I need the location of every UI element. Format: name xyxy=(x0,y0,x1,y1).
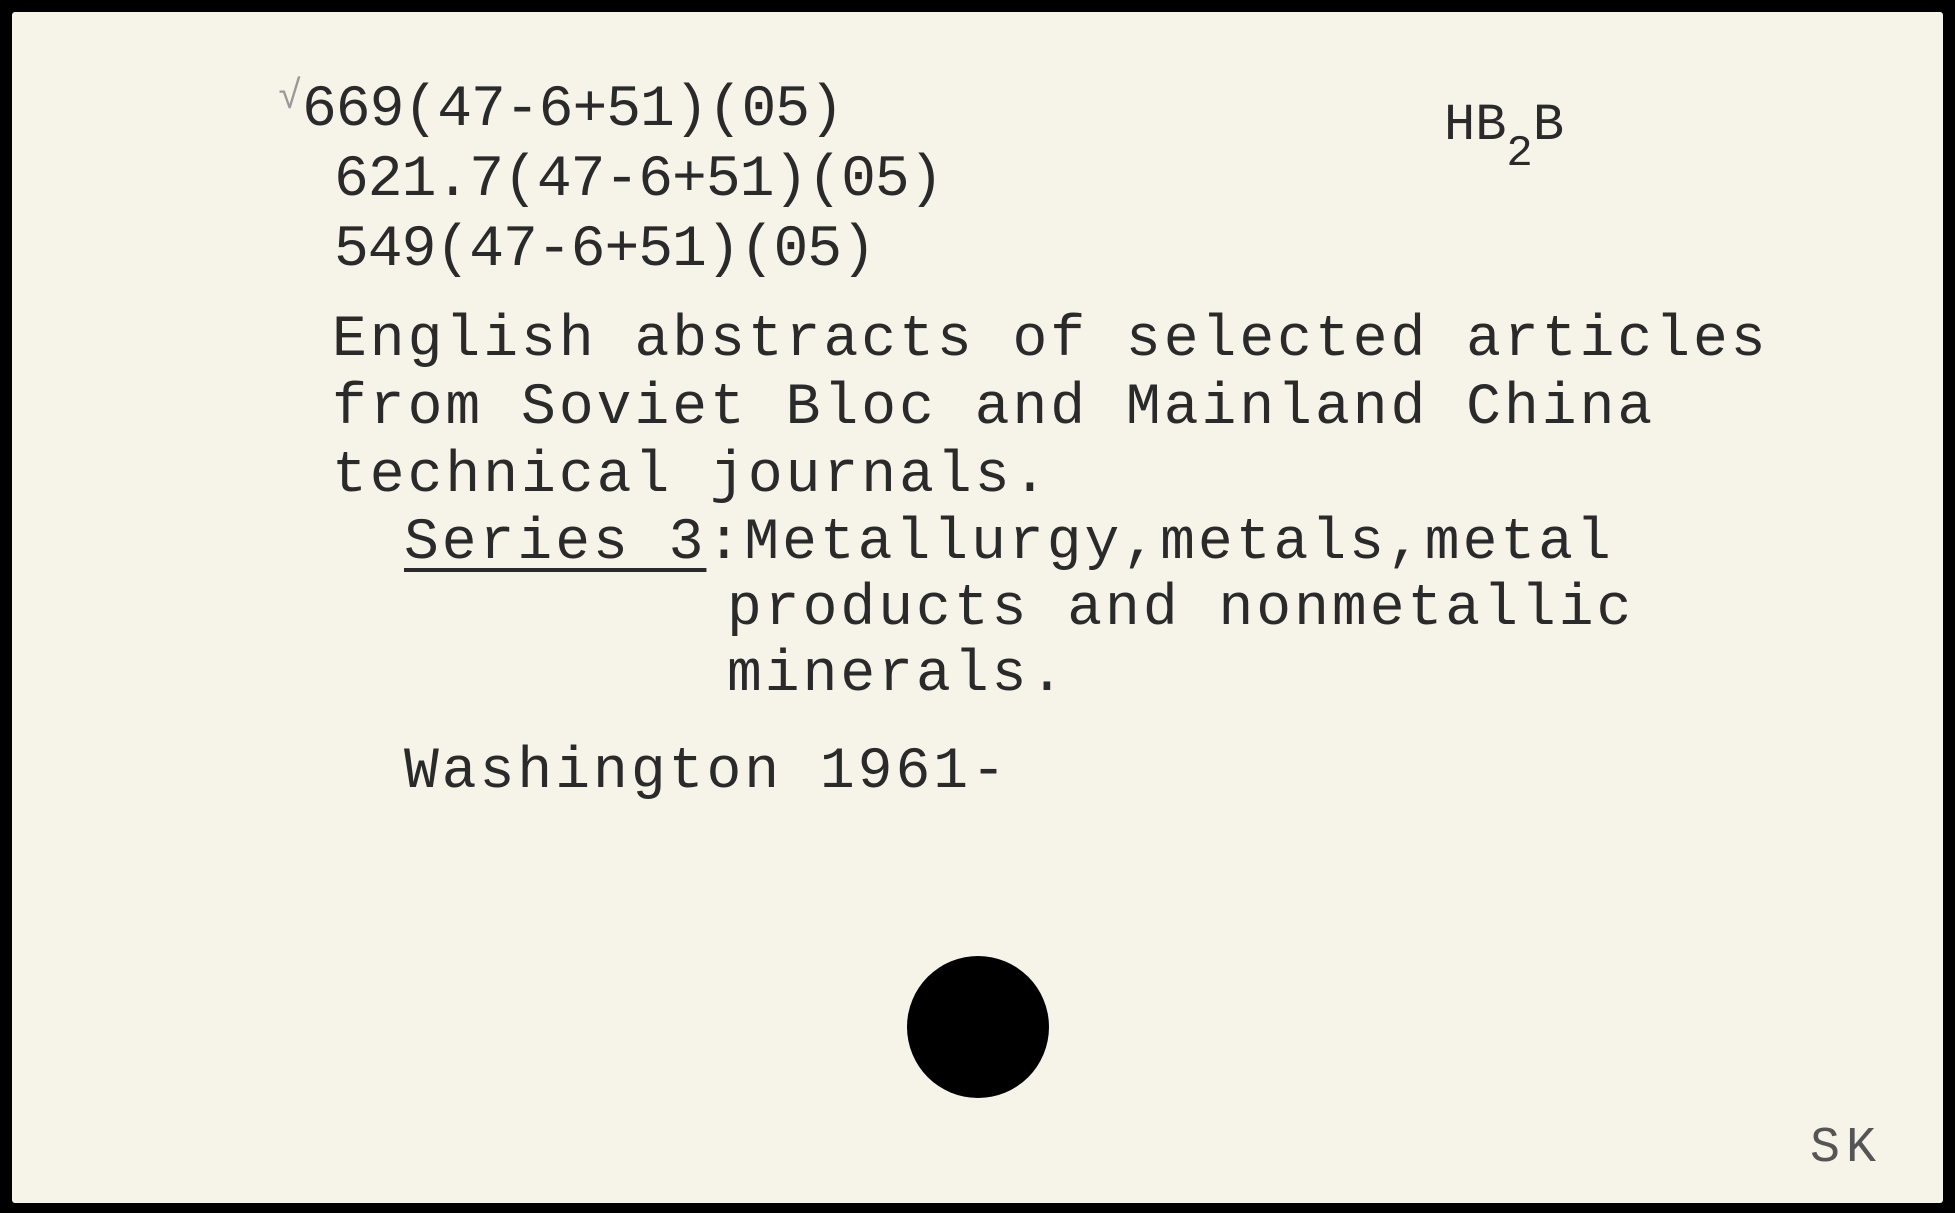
call-number-2: 621.7(47-6+51)(05) xyxy=(334,148,943,213)
call-number-1: 669(47-6+51)(05) xyxy=(302,78,843,143)
series-separator: : xyxy=(706,511,745,576)
call-number-3: 549(47-6+51)(05) xyxy=(334,218,875,283)
imprint: Washington 1961- xyxy=(404,740,1009,805)
series-heading xyxy=(404,511,1614,576)
series-description-line-1: Metallurgy,metals,metal xyxy=(744,511,1614,576)
location-subscript: 2 xyxy=(1506,129,1533,179)
check-mark: √ xyxy=(278,76,303,121)
punch-hole xyxy=(907,956,1049,1098)
title-line-1: English abstracts of selected articles xyxy=(332,308,1769,373)
title-line-2: from Soviet Bloc and Mainland China xyxy=(332,376,1656,441)
location-suffix: B xyxy=(1532,96,1565,155)
title-line-3: technical journals. xyxy=(332,444,1051,509)
location-prefix: HB xyxy=(1444,96,1507,155)
location-code xyxy=(1444,96,1565,179)
cataloger-initials: SK xyxy=(1810,1120,1883,1177)
series-description-line-2: products and nonmetallic xyxy=(727,577,1635,642)
series-description-line-3: minerals. xyxy=(727,643,1068,708)
series-label: Series 3 xyxy=(404,511,707,576)
